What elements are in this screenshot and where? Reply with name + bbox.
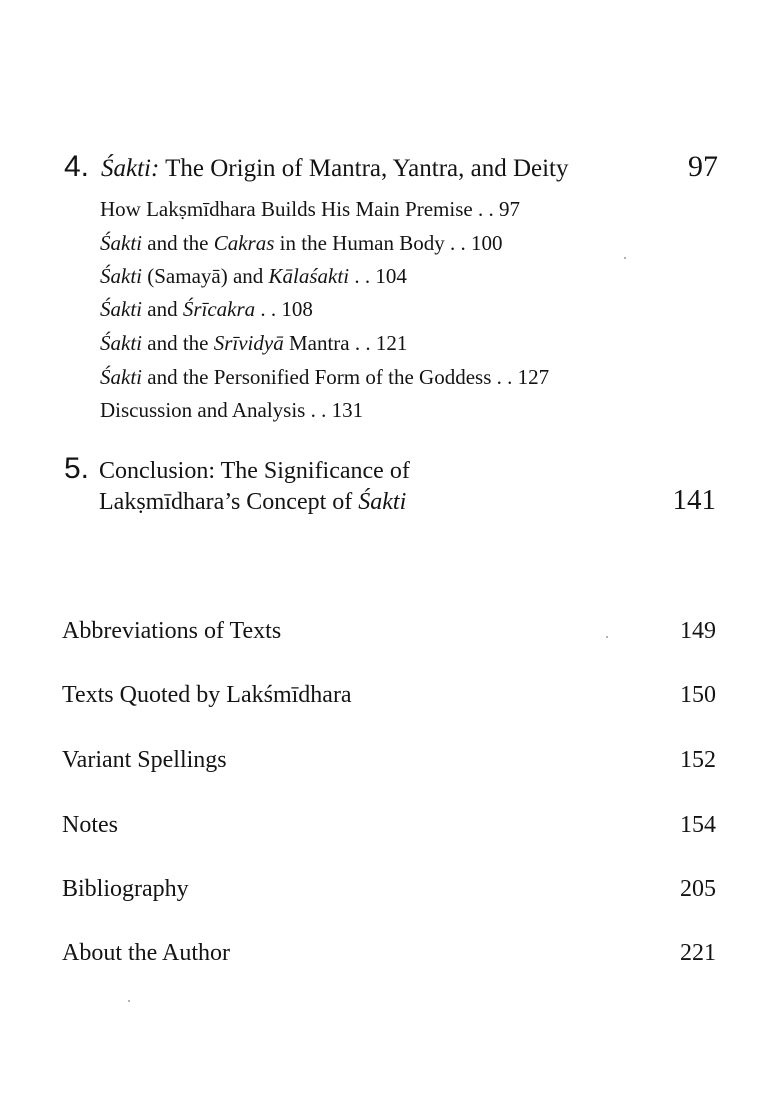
chapter-5-title-italic: Śakti [358, 489, 407, 515]
chapter-5-number: 5. [64, 452, 90, 485]
backmatter-label: Bibliography [62, 876, 189, 902]
subentry-italic: Śakti [100, 365, 142, 389]
subentry [100, 230, 503, 256]
subentry-text: Discussion and Analysis . . 131 [100, 398, 364, 422]
chapter-4-title-italic: Śakti: [101, 155, 160, 182]
subentry-italic: Srīvidyā [213, 331, 284, 355]
chapter-4-title [101, 154, 569, 184]
scan-speck [606, 636, 608, 638]
backmatter-label: Abbreviations of Texts [62, 618, 282, 644]
backmatter-page: 205 [680, 876, 716, 902]
subentry [100, 397, 363, 423]
subentry [100, 263, 407, 289]
subentry-italic: Śakti [100, 264, 142, 288]
backmatter-page: 150 [680, 682, 716, 708]
backmatter-label: About the Author [62, 940, 230, 966]
chapter-4-number: 4. [64, 150, 90, 183]
scan-speck [624, 257, 626, 259]
subentry-italic: Śrīcakra [182, 297, 256, 321]
subentry-italic: Kālaśakti [268, 264, 350, 288]
subentry-italic: Śakti [100, 297, 142, 321]
backmatter-label: Notes [62, 812, 118, 838]
backmatter-page: 154 [680, 812, 716, 838]
chapter-5-title-line2 [99, 487, 406, 517]
subentry-text: and the [142, 231, 214, 255]
subentry-text: How Lakṣmīdhara Builds His Main Premise . . 97 [100, 197, 520, 221]
chapter-5-title-line1: Conclusion: The Significance of [99, 458, 410, 484]
subentry [100, 196, 520, 222]
backmatter-page: 152 [680, 747, 716, 773]
subentry-text: Mantra . . 121 [283, 331, 408, 355]
chapter-5-page: 141 [672, 484, 716, 516]
subentry-text: in the Human Body . . 100 [274, 231, 503, 255]
chapter-4-title-text: The Origin of Mantra, Yantra, and Deity [159, 155, 569, 182]
subentry-text: . . 104 [349, 264, 407, 288]
backmatter-label: Variant Spellings [62, 747, 227, 773]
subentry-text: . . 108 [255, 297, 313, 321]
chapter-5-title-text: Lakṣmīdhara’s Concept of [99, 489, 359, 515]
subentry-italic: Śakti [100, 331, 142, 355]
backmatter-page: 221 [680, 940, 716, 966]
backmatter-label: Texts Quoted by Lakśmīdhara [62, 682, 352, 708]
chapter-4-page: 97 [688, 150, 718, 183]
scan-speck [128, 1000, 130, 1002]
backmatter-page: 149 [680, 618, 716, 644]
subentry [100, 330, 407, 356]
subentry [100, 296, 313, 322]
subentry-text: and the Personified Form of the Goddess . . 127 [142, 365, 550, 389]
subentry-text: (Samayā) and [142, 264, 269, 288]
subentry-italic: Śakti [100, 231, 142, 255]
subentry [100, 364, 549, 390]
subentry-italic: Cakras [213, 231, 275, 255]
subentry-text: and the [142, 331, 214, 355]
subentry-text: and [142, 297, 183, 321]
